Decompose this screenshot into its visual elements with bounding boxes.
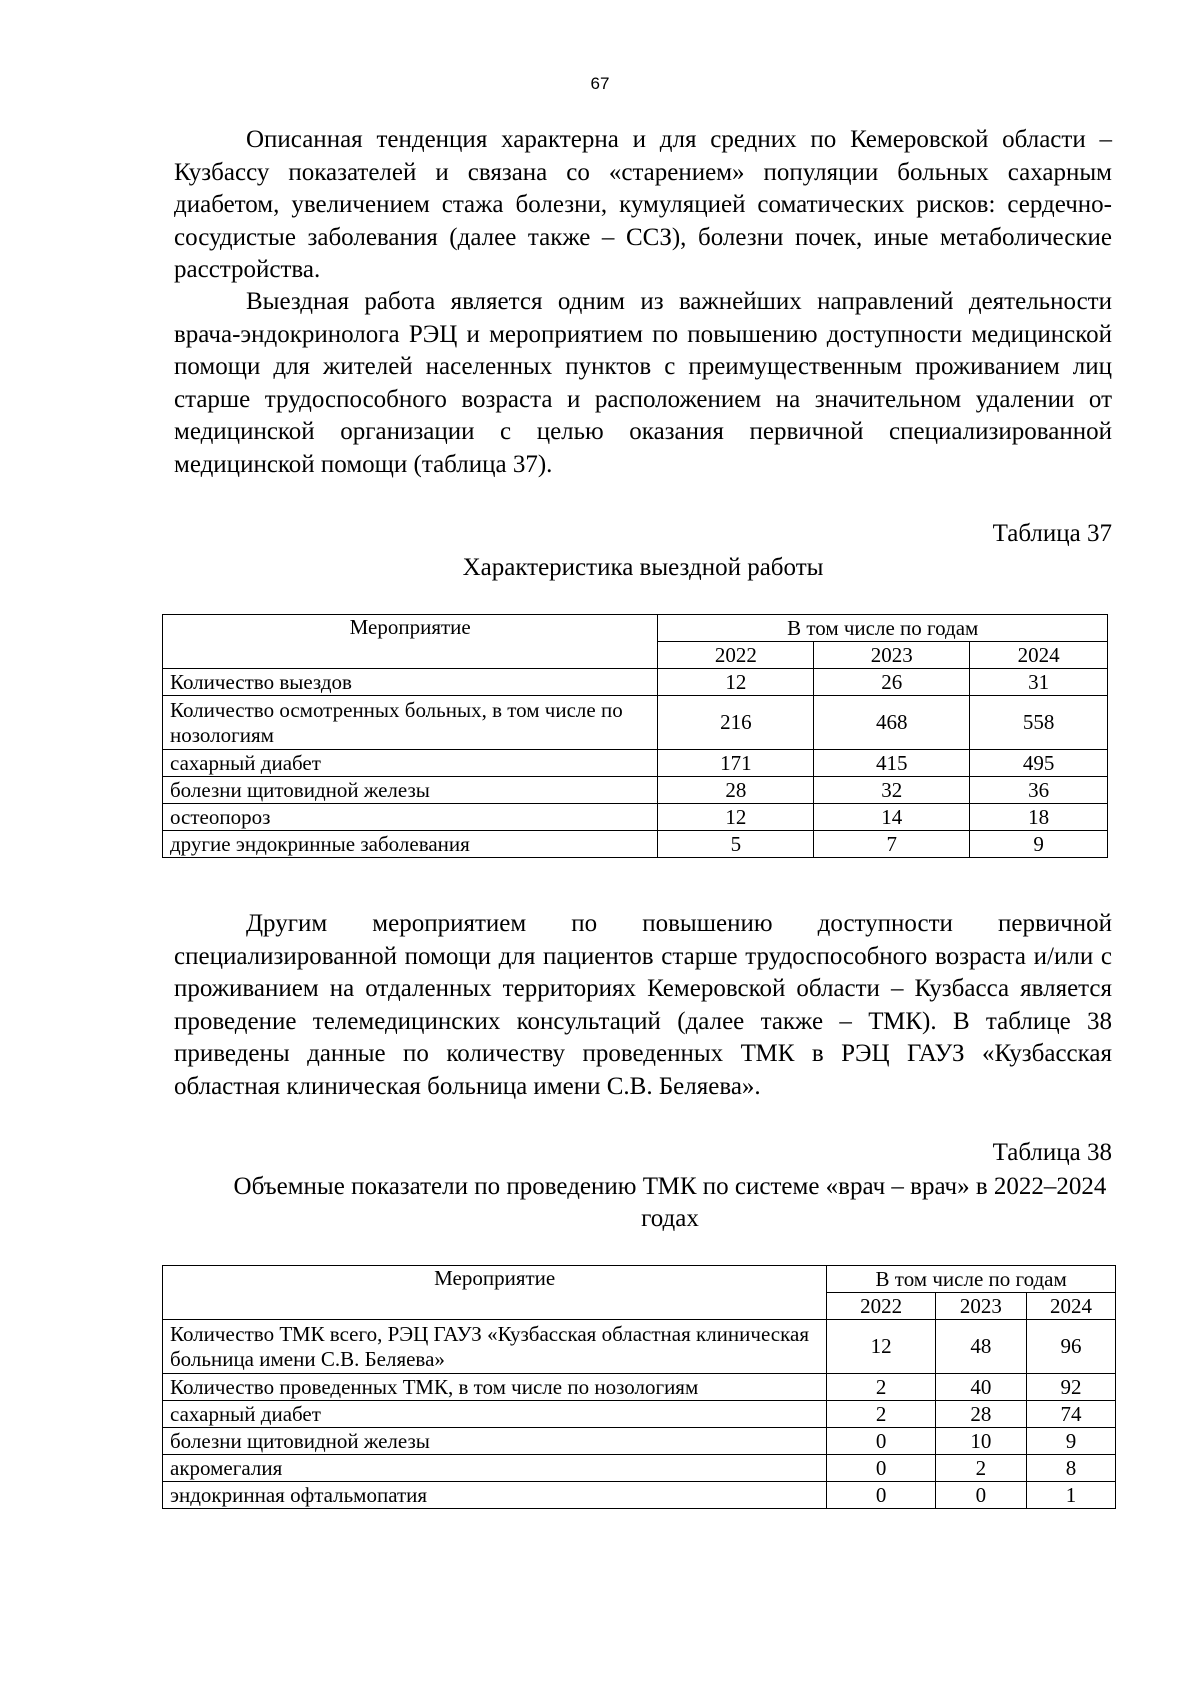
cell-value: 7 [814, 831, 970, 858]
cell-value: 0 [827, 1482, 936, 1509]
cell-value: 2 [827, 1401, 936, 1428]
cell-value: 12 [658, 669, 814, 696]
paragraph-3-text: Другим мероприятием по повышению доступности первичной специализированной помощи для пациентов старше трудоспособного возраста и/или с проживанием на отдаленных территориях Кемеровской области – Кузбасса является проведение телемедицинских консультаций (далее также – ТМК). В таблице 38 приведены данные по количеству проведенных ТМК в РЭЦ ГАУЗ «Кузбасская областная клиническая больница имени С.В. Беляева». [174, 910, 1112, 1100]
paragraph-2-text: Выездная работа является одним из важнейших направлений деятельности врача-эндокринолога РЭЦ и мероприятием по повышению доступности медицинской помощи для жителей населенных пунктов с преимущественным проживанием лиц старше трудоспособного возраста и расположением на значительном удалении от медицинской организации с целью оказания первичной специализированной медицинской помощи (таблица 37). [174, 288, 1112, 478]
page-number: 67 [590, 74, 610, 93]
cell-value: 18 [970, 804, 1108, 831]
table-row [163, 1401, 1116, 1428]
header-years: В том числе по годам [827, 1266, 1116, 1293]
cell-value: 1 [1026, 1482, 1115, 1509]
header-years: В том числе по годам [658, 615, 1108, 642]
row-label: другие эндокринные заболевания [163, 831, 658, 858]
cell-value: 14 [814, 804, 970, 831]
table-row [163, 1455, 1116, 1482]
table-row [163, 804, 1108, 831]
table-38-label: Таблица 38 [992, 1139, 1112, 1166]
row-label: Количество проведенных ТМК, в том числе по нозологиям [163, 1374, 827, 1401]
cell-value: 12 [827, 1320, 936, 1374]
paragraph-2 [174, 286, 1112, 481]
table-37-label: Таблица 37 [992, 520, 1112, 547]
table-38 [162, 1265, 1116, 1509]
year-2024: 2024 [970, 642, 1108, 669]
cell-value: 32 [814, 777, 970, 804]
year-2024: 2024 [1026, 1293, 1115, 1320]
table-38-title: Объемные показатели по проведению ТМК по системе «врач – врач» в 2022–2024 годах [233, 1173, 1107, 1232]
table-row [163, 1428, 1116, 1455]
table-row [163, 1482, 1116, 1509]
year-2023: 2023 [814, 642, 970, 669]
table-row [163, 1374, 1116, 1401]
table-37-title: Характеристика выездной работы [462, 554, 824, 581]
cell-value: 10 [935, 1428, 1026, 1455]
row-label: сахарный диабет [163, 750, 658, 777]
table-row [163, 1320, 1116, 1374]
row-label: болезни щитовидной железы [163, 777, 658, 804]
cell-value: 2 [827, 1374, 936, 1401]
row-label: болезни щитовидной железы [163, 1428, 827, 1455]
cell-value: 36 [970, 777, 1108, 804]
cell-value: 92 [1026, 1374, 1115, 1401]
cell-value: 40 [935, 1374, 1026, 1401]
cell-value: 9 [970, 831, 1108, 858]
row-label: эндокринная офтальмопатия [163, 1482, 827, 1509]
cell-value: 171 [658, 750, 814, 777]
year-2022: 2022 [827, 1293, 936, 1320]
year-2023: 2023 [935, 1293, 1026, 1320]
table-row [163, 669, 1108, 696]
cell-value: 26 [814, 669, 970, 696]
row-label: Количество осмотренных больных, в том числе по нозологиям [163, 696, 658, 750]
cell-value: 31 [970, 669, 1108, 696]
cell-value: 468 [814, 696, 970, 750]
cell-value: 2 [935, 1455, 1026, 1482]
cell-value: 48 [935, 1320, 1026, 1374]
paragraph-3 [174, 908, 1112, 1103]
row-label: остеопороз [163, 804, 658, 831]
table-row [163, 777, 1108, 804]
paragraph-1 [174, 124, 1112, 287]
cell-value: 12 [658, 804, 814, 831]
table-row [163, 750, 1108, 777]
table-row [163, 831, 1108, 858]
cell-value: 0 [935, 1482, 1026, 1509]
row-label: Количество выездов [163, 669, 658, 696]
paragraph-1-text: Описанная тенденция характерна и для средних по Кемеровской области – Кузбассу показателей и связана со «старением» популяции больных сахарным диабетом, увеличением стажа болезни, кумуляцией соматических рисков: сердечно-сосудистые заболевания (далее также – ССЗ), болезни почек, иные метаболические расстройства. [174, 126, 1112, 283]
table-row [163, 696, 1108, 750]
header-event: Мероприятие [163, 615, 658, 669]
cell-value: 5 [658, 831, 814, 858]
cell-value: 96 [1026, 1320, 1115, 1374]
header-event: Мероприятие [163, 1266, 827, 1320]
table-header-row [163, 1266, 1116, 1293]
table-header-row [163, 615, 1108, 642]
table-37 [162, 614, 1108, 858]
year-2022: 2022 [658, 642, 814, 669]
cell-value: 216 [658, 696, 814, 750]
cell-value: 558 [970, 696, 1108, 750]
cell-value: 28 [935, 1401, 1026, 1428]
row-label: Количество ТМК всего, РЭЦ ГАУЗ «Кузбасская областная клиническая больница имени С.В. Беляева» [163, 1320, 827, 1374]
row-label: сахарный диабет [163, 1401, 827, 1428]
cell-value: 28 [658, 777, 814, 804]
cell-value: 74 [1026, 1401, 1115, 1428]
cell-value: 495 [970, 750, 1108, 777]
row-label: акромегалия [163, 1455, 827, 1482]
cell-value: 0 [827, 1455, 936, 1482]
cell-value: 415 [814, 750, 970, 777]
cell-value: 0 [827, 1428, 936, 1455]
cell-value: 8 [1026, 1455, 1115, 1482]
cell-value: 9 [1026, 1428, 1115, 1455]
